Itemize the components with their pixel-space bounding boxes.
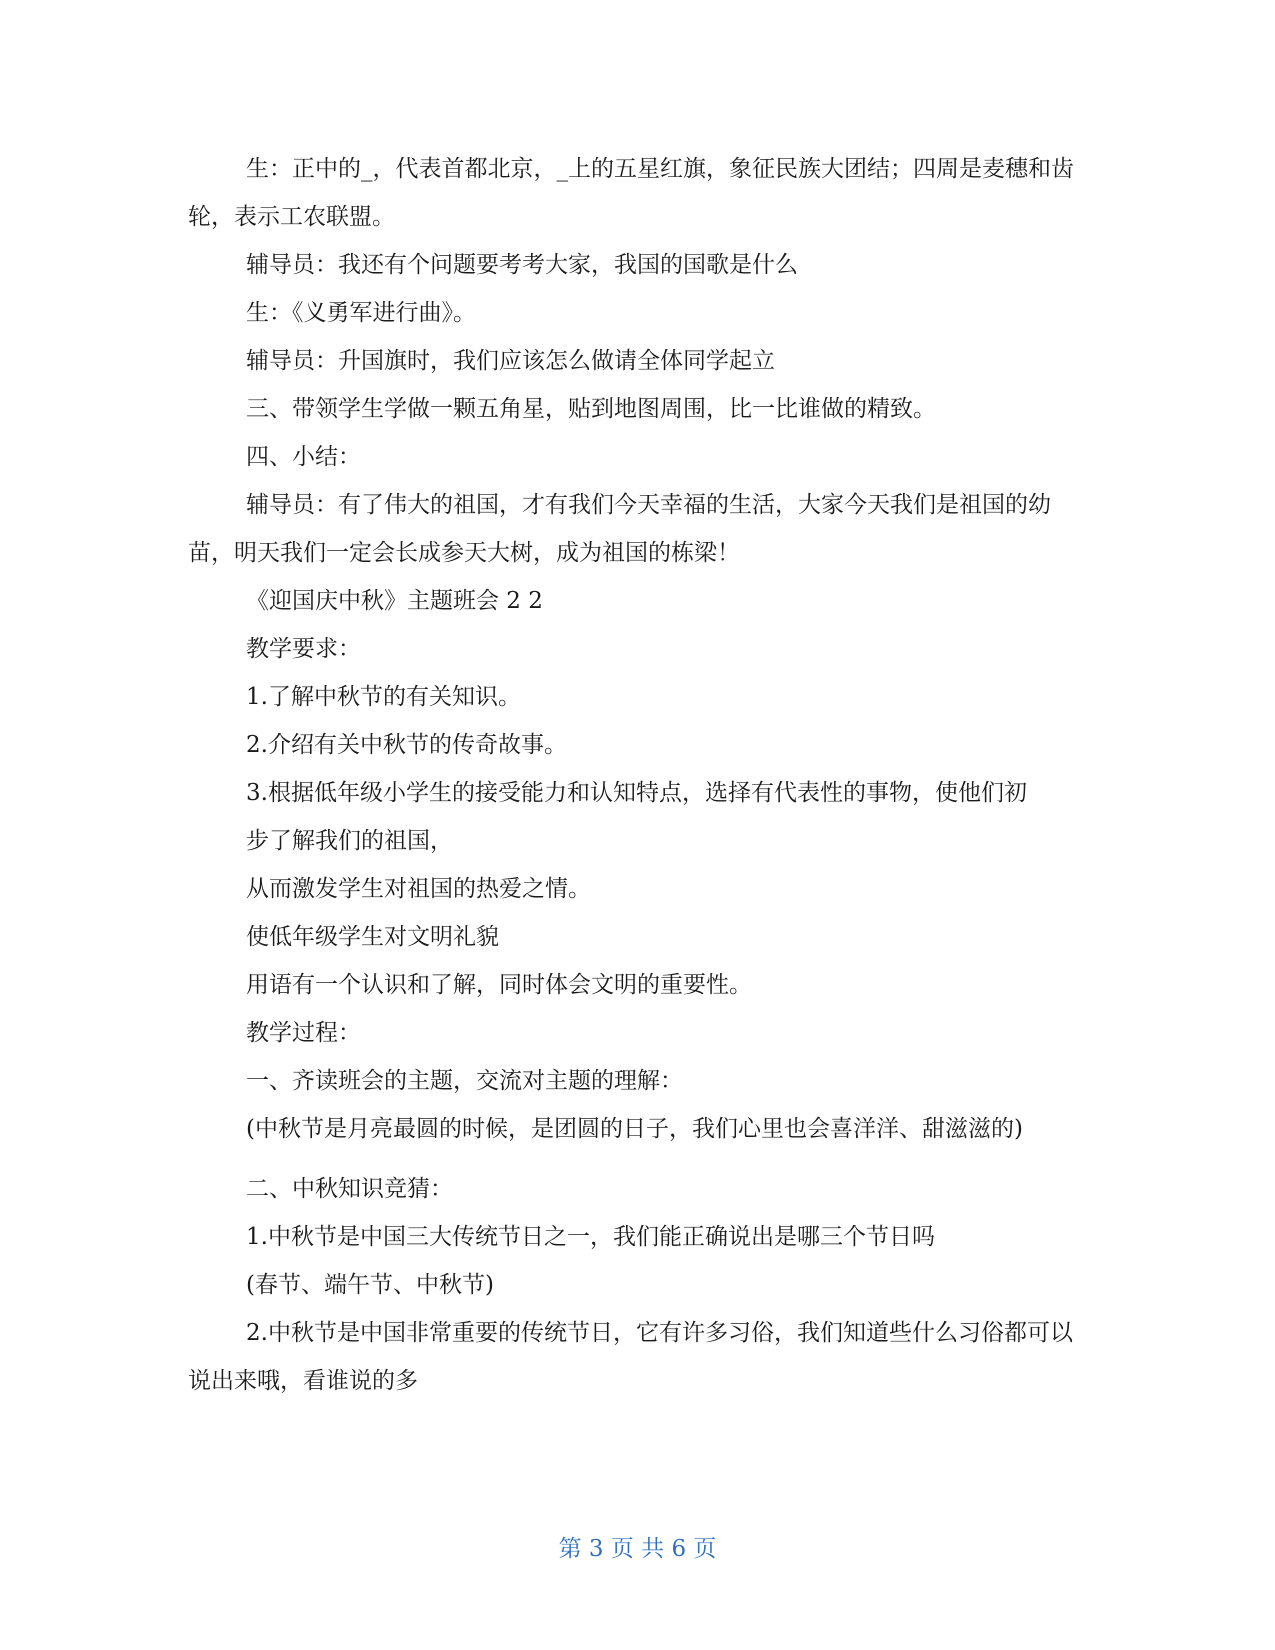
paragraph: 辅导员：升国旗时，我们应该怎么做请全体同学起立 bbox=[246, 348, 775, 374]
list-item: 2.中秋节是中国非常重要的传统节日，它有许多习俗，我们知道些什么习俗都可以说出来哦，看谁说的多 bbox=[188, 1320, 1073, 1394]
paragraph: 教学过程： bbox=[246, 1020, 361, 1046]
paragraph: 从而激发学生对祖国的热爱之情。 bbox=[246, 876, 591, 902]
paragraph: 三、带领学生学做一颗五角星，贴到地图周围，比一比谁做的精致。 bbox=[246, 396, 936, 422]
paragraph: 辅导员：我还有个问题要考考大家，我国的国歌是什么 bbox=[246, 252, 798, 278]
paragraph: (春节、端午节、中秋节) bbox=[246, 1272, 494, 1298]
paragraph: 教学要求： bbox=[246, 636, 361, 662]
paragraph: 生：《义勇军进行曲》。 bbox=[246, 300, 476, 326]
paragraph: 辅导员：有了伟大的祖国，才有我们今天幸福的生活，大家今天我们是祖国的幼苗，明天我们一定会长成参天大树，成为祖国的栋梁！ bbox=[188, 492, 1051, 566]
paragraph: 四、小结： bbox=[246, 444, 361, 470]
list-item: 1.中秋节是中国三大传统节日之一，我们能正确说出是哪三个节日吗 bbox=[246, 1224, 935, 1250]
list-item: 1.了解中秋节的有关知识。 bbox=[246, 684, 521, 710]
paragraph: 使低年级学生对文明礼貌 bbox=[246, 924, 499, 950]
paragraph: 用语有一个认识和了解，同时体会文明的重要性。 bbox=[246, 972, 752, 998]
paragraph: 二、中秋知识竞猜： bbox=[246, 1176, 453, 1202]
section-title: 《迎国庆中秋》主题班会 2 2 bbox=[246, 588, 543, 614]
paragraph: 一、齐读班会的主题，交流对主题的理解： bbox=[246, 1068, 683, 1094]
page-number: 第 3 页 共 6 页 bbox=[558, 1536, 717, 1562]
paragraph: (中秋节是月亮最圆的时候，是团圆的日子，我们心里也会喜洋洋、甜滋滋的) bbox=[246, 1116, 1023, 1142]
paragraph: 生：正中的_，代表首都北京，_上的五星红旗，象征民族大团结；四周是麦穗和齿轮，表示工农联盟。 bbox=[188, 156, 1074, 230]
list-item: 2.介绍有关中秋节的传奇故事。 bbox=[246, 732, 567, 758]
paragraph: 步了解我们的祖国， bbox=[246, 828, 453, 854]
list-item: 3.根据低年级小学生的接受能力和认知特点，选择有代表性的事物，使他们初 bbox=[246, 780, 1027, 806]
document-body bbox=[188, 145, 1088, 1405]
